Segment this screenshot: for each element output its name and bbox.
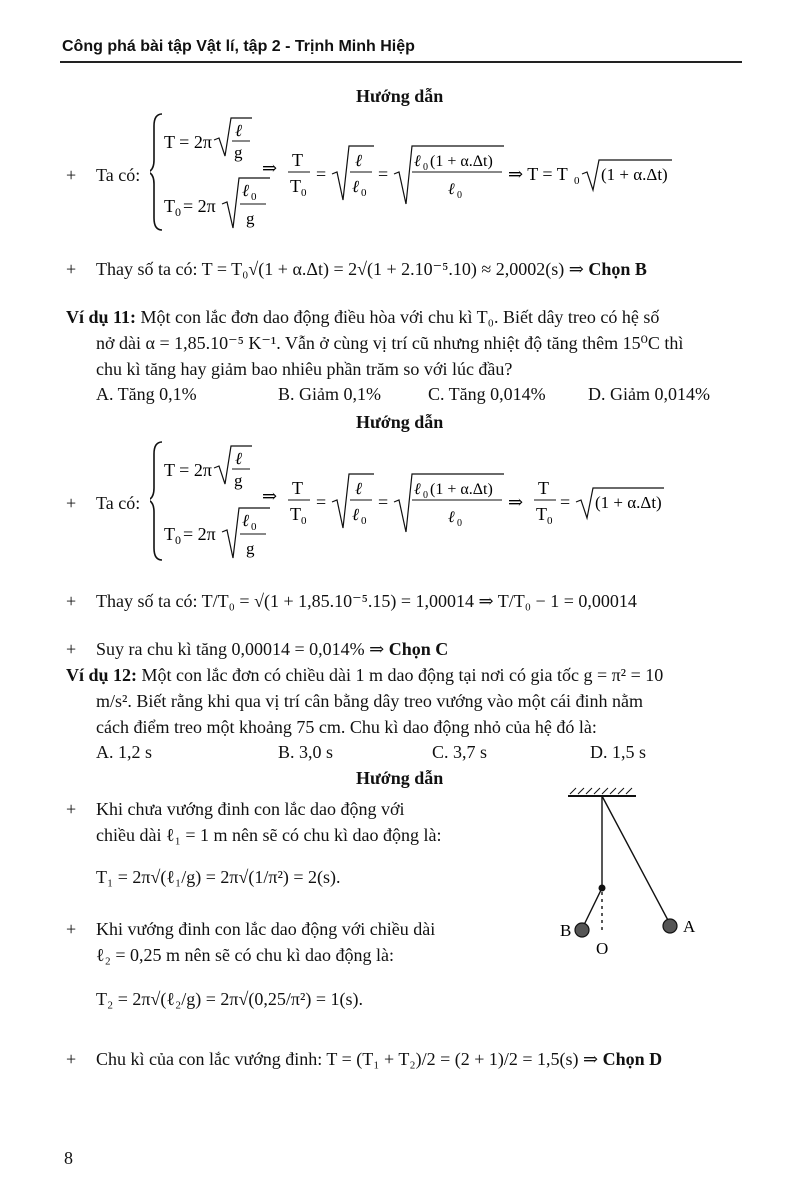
plus-bullet: +	[66, 919, 77, 939]
svg-text:T: T	[290, 176, 301, 196]
option-d: D. Giảm 0,014%	[588, 384, 710, 404]
svg-text:0: 0	[175, 533, 181, 547]
svg-text:0: 0	[251, 191, 257, 203]
svg-text:0: 0	[301, 515, 307, 527]
svg-text:g: g	[246, 539, 255, 558]
option-a: A. 1,2 s	[96, 742, 153, 762]
svg-text:ℓ: ℓ	[242, 181, 250, 200]
svg-text:0: 0	[251, 521, 257, 533]
plus-bullet: +	[66, 493, 77, 513]
option-a: A. Tăng 0,1%	[96, 384, 197, 404]
example-12-text	[66, 662, 746, 740]
plus-bullet: +	[66, 1049, 77, 1069]
string-b	[582, 888, 602, 929]
svg-text:⇒ T = T: ⇒ T = T	[508, 164, 568, 184]
svg-text:=: =	[560, 492, 571, 512]
svg-text:= 2π: = 2π	[183, 196, 216, 216]
svg-text:ℓ: ℓ	[448, 181, 455, 198]
option-c: C. Tăng 0,014%	[428, 384, 546, 404]
answer-choice: Chọn D	[602, 1049, 663, 1069]
page-number: 8	[64, 1148, 73, 1168]
ta-co-label: Ta có:	[96, 493, 141, 513]
svg-text:=: =	[378, 164, 389, 184]
svg-text:g: g	[234, 143, 243, 162]
svg-text:=: =	[316, 492, 327, 512]
thay-so-label: Thay số ta có:	[96, 591, 202, 611]
svg-text:ℓ: ℓ	[242, 511, 250, 530]
svg-text:T: T	[290, 504, 301, 524]
svg-text:0: 0	[423, 162, 428, 173]
svg-text:0: 0	[361, 187, 367, 199]
svg-text:⇒: ⇒	[508, 492, 524, 512]
svg-text:ℓ: ℓ	[414, 153, 421, 170]
thay-so-line	[96, 256, 647, 282]
answer-choice: Chọn C	[388, 639, 449, 659]
question-line: nở dài α = 1,85.10⁻⁵ K⁻¹. Vẫn ở cùng vị trí cũ nhưng nhiệt độ tăng thêm 15⁰C thì	[96, 333, 684, 353]
option-d: D. 1,5 s	[590, 742, 647, 762]
svg-text:⇒: ⇒	[262, 486, 278, 506]
svg-text:ℓ: ℓ	[352, 177, 360, 196]
svg-text:0: 0	[301, 187, 307, 199]
svg-text:0: 0	[457, 190, 462, 201]
plus-bullet: +	[66, 591, 77, 611]
svg-text:T = 2π: T = 2π	[164, 132, 212, 152]
svg-text:T: T	[292, 150, 303, 170]
step-3-line	[96, 1046, 662, 1072]
bob-a	[663, 919, 677, 933]
svg-text:ℓ: ℓ	[352, 505, 360, 524]
svg-text:0: 0	[361, 515, 367, 527]
svg-text:=: =	[316, 164, 327, 184]
step-3-label: Chu kì của con lắc vướng đinh:	[96, 1049, 327, 1069]
plus-bullet: +	[66, 259, 77, 279]
question-line: m/s². Biết rằng khi qua vị trí cân bằng dây treo vướng vào một cái đinh nằm	[96, 691, 644, 711]
pendulum-diagram	[540, 782, 740, 962]
question-line: Một con lắc đơn dao động điều hòa với chu kì T₀. Biết dây treo có hệ số	[136, 307, 660, 327]
bob-b	[575, 923, 589, 937]
svg-text:ℓ: ℓ	[355, 479, 363, 498]
svg-text:(1 + α.Δt): (1 + α.Δt)	[430, 481, 493, 498]
svg-text:= 2π: = 2π	[183, 524, 216, 544]
answer-choice: Chọn B	[588, 259, 647, 279]
thay-so-line	[96, 588, 637, 614]
ceiling-hatch	[570, 788, 632, 794]
step-line: chiều dài ℓ₁ = 1 m nên sẽ có chu kì dao động là:	[96, 825, 442, 845]
step-3-equation: T = (T₁ + T₂)/2 = (2 + 1)/2 = 1,5(s) ⇒	[326, 1049, 603, 1069]
step-line: ℓ₂ = 0,25 m nên sẽ có chu kì dao động là:	[96, 945, 394, 965]
question-line: cách điểm treo một khoảng 75 cm. Chu kì dao động nhỏ của hệ đó là:	[96, 717, 597, 737]
label-b: B	[560, 921, 572, 940]
step-2-equation: T₂ = 2π√(ℓ₂/g) = 2π√(0,25/π²) = 1(s).	[96, 989, 364, 1009]
example-11-text	[66, 304, 746, 382]
example-label: Ví dụ 11:	[66, 307, 137, 327]
svg-text:ℓ: ℓ	[355, 151, 363, 170]
svg-text:ℓ: ℓ	[235, 449, 243, 468]
thay-so-expression: T = T₀√(1 + α.Δt) = 2√(1 + 2.10⁻⁵.10) ≈ 2,0002(s) ⇒	[201, 259, 589, 279]
question-line: Một con lắc đơn có chiều dài 1 m dao động tại nơi có gia tốc g = π² = 10	[137, 665, 664, 685]
svg-text:0: 0	[175, 205, 181, 219]
header-rule	[60, 61, 742, 63]
svg-text:g: g	[234, 471, 243, 490]
svg-text:g: g	[246, 209, 255, 228]
example-label: Ví dụ 12:	[66, 665, 138, 685]
nail	[599, 885, 606, 892]
section-heading: Hướng dẫn	[356, 86, 444, 106]
svg-text:(1 + α.Δt): (1 + α.Δt)	[430, 153, 493, 170]
svg-text:0: 0	[457, 518, 462, 529]
svg-text:T: T	[536, 504, 547, 524]
svg-text:T: T	[164, 524, 175, 544]
option-b: B. 3,0 s	[278, 742, 334, 762]
svg-text:(1 + α.Δt): (1 + α.Δt)	[595, 493, 662, 512]
equation-system-2	[150, 436, 680, 568]
svg-text:⇒: ⇒	[262, 158, 278, 178]
svg-text:T: T	[538, 478, 549, 498]
plus-bullet: +	[66, 165, 77, 185]
step-1-text	[96, 796, 496, 848]
svg-text:0: 0	[423, 490, 428, 501]
svg-text:=: =	[378, 492, 389, 512]
page-header: Công phá bài tập Vật lí, tập 2 - Trịnh Minh Hiệp	[62, 38, 415, 55]
label-o: O	[596, 939, 609, 958]
svg-text:0: 0	[547, 515, 553, 527]
svg-text:(1 + α.Δt): (1 + α.Δt)	[601, 165, 668, 184]
step-line: Khi vướng đinh con lắc dao động với chiều dài	[96, 919, 436, 939]
svg-text:ℓ: ℓ	[414, 481, 421, 498]
step-line: Khi chưa vướng đinh con lắc dao động với	[96, 799, 405, 819]
option-b: B. Giảm 0,1%	[278, 384, 381, 404]
step-1-equation: T₁ = 2π√(ℓ₁/g) = 2π√(1/π²) = 2(s).	[96, 867, 341, 887]
section-heading: Hướng dẫn	[356, 412, 444, 432]
svg-text:T: T	[292, 478, 303, 498]
string-a	[602, 796, 670, 924]
ta-co-label: Ta có:	[96, 165, 141, 185]
svg-text:ℓ: ℓ	[235, 121, 243, 140]
svg-text:T = 2π: T = 2π	[164, 460, 212, 480]
thay-so-expression: T/T₀ = √(1 + 1,85.10⁻⁵.15) = 1,00014 ⇒ T/T₀ − 1 = 0,00014	[201, 591, 637, 611]
section-heading: Hướng dẫn	[356, 768, 444, 788]
question-line: chu kì tăng hay giảm bao nhiêu phần trăm so với lúc đầu?	[96, 359, 513, 379]
equation-system-1	[150, 108, 680, 236]
thay-so-label: Thay số ta có:	[96, 259, 202, 279]
svg-text:T: T	[164, 196, 175, 216]
suy-ra-line	[96, 636, 448, 662]
step-2-text	[96, 916, 516, 968]
plus-bullet: +	[66, 799, 77, 819]
plus-bullet: +	[66, 639, 77, 659]
svg-text:ℓ: ℓ	[448, 509, 455, 526]
label-a: A	[683, 917, 696, 936]
suy-ra-text: Suy ra chu kì tăng 0,00014 = 0,014% ⇒	[96, 639, 389, 659]
svg-text:0: 0	[574, 175, 580, 187]
option-c: C. 3,7 s	[432, 742, 488, 762]
